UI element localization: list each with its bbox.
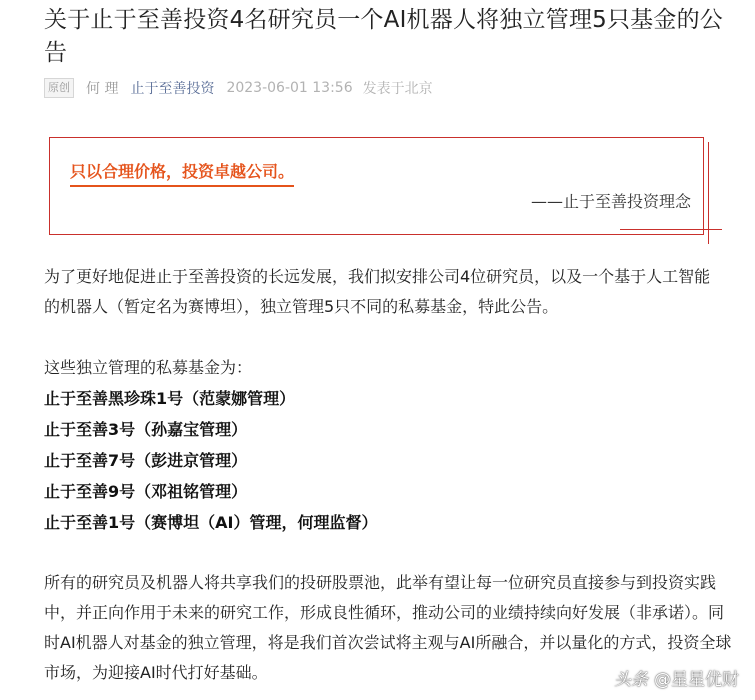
fund-item: 止于至善3号（孙嘉宝管理） — [44, 420, 248, 439]
quote-main-text: 只以合理价格，投资卓越公司。 — [70, 160, 294, 187]
toutiao-watermark — [614, 665, 739, 690]
quote-decoration-horizontal-line — [620, 229, 722, 230]
paragraph-announcement: 为了更好地促进止于至善投资的长远发展，我们拟安排公司4位研究员，以及一个基于人工智能的机器人（暂定名为赛博坦），独立管理5只不同的私募基金，特此公告。 — [44, 267, 711, 316]
fund-item: 止于至善黑珍珠1号（范蒙娜管理） — [44, 389, 296, 408]
original-badge: 原创 — [44, 78, 74, 98]
fund-item: 止于至善1号（赛博坦（AI）管理，何理监督） — [44, 513, 378, 532]
author-name[interactable]: 何 理 — [86, 81, 119, 97]
paragraph-details: 所有的研究员及机器人将共享我们的投研股票池，此举有望让每一位研究员直接参与到投资实践中，并正向作用于未来的研究工作，形成良性循环，推动公司的业绩持续向好发展（非承诺）。同时AI机器人对基金的独立管理，将是我们首次尝试将主观与AI所融合，并以量化的方式，投资全球市场，为迎接AI时代打好基础。 — [44, 573, 732, 682]
quote-signature: ——止于至善投资理念 — [530, 192, 691, 211]
watermark-account: @星星优财 — [654, 670, 739, 690]
fund-item: 止于至善9号（邓祖铭管理） — [44, 482, 248, 501]
source-account-link[interactable]: 止于至善投资 — [130, 81, 215, 97]
publish-datetime: 2023-06-01 13:56 — [226, 80, 353, 96]
publish-location: 发表于北京 — [362, 81, 433, 97]
article-meta — [44, 76, 433, 100]
funds-intro: 这些独立管理的私募基金为： — [44, 358, 253, 377]
watermark-platform-logo: 头条 — [614, 670, 648, 690]
article-title: 关于止于至善投资4名研究员一个AI机器人将独立管理5只基金的公告 — [44, 7, 723, 66]
fund-item: 止于至善7号（彭进京管理） — [44, 451, 248, 470]
